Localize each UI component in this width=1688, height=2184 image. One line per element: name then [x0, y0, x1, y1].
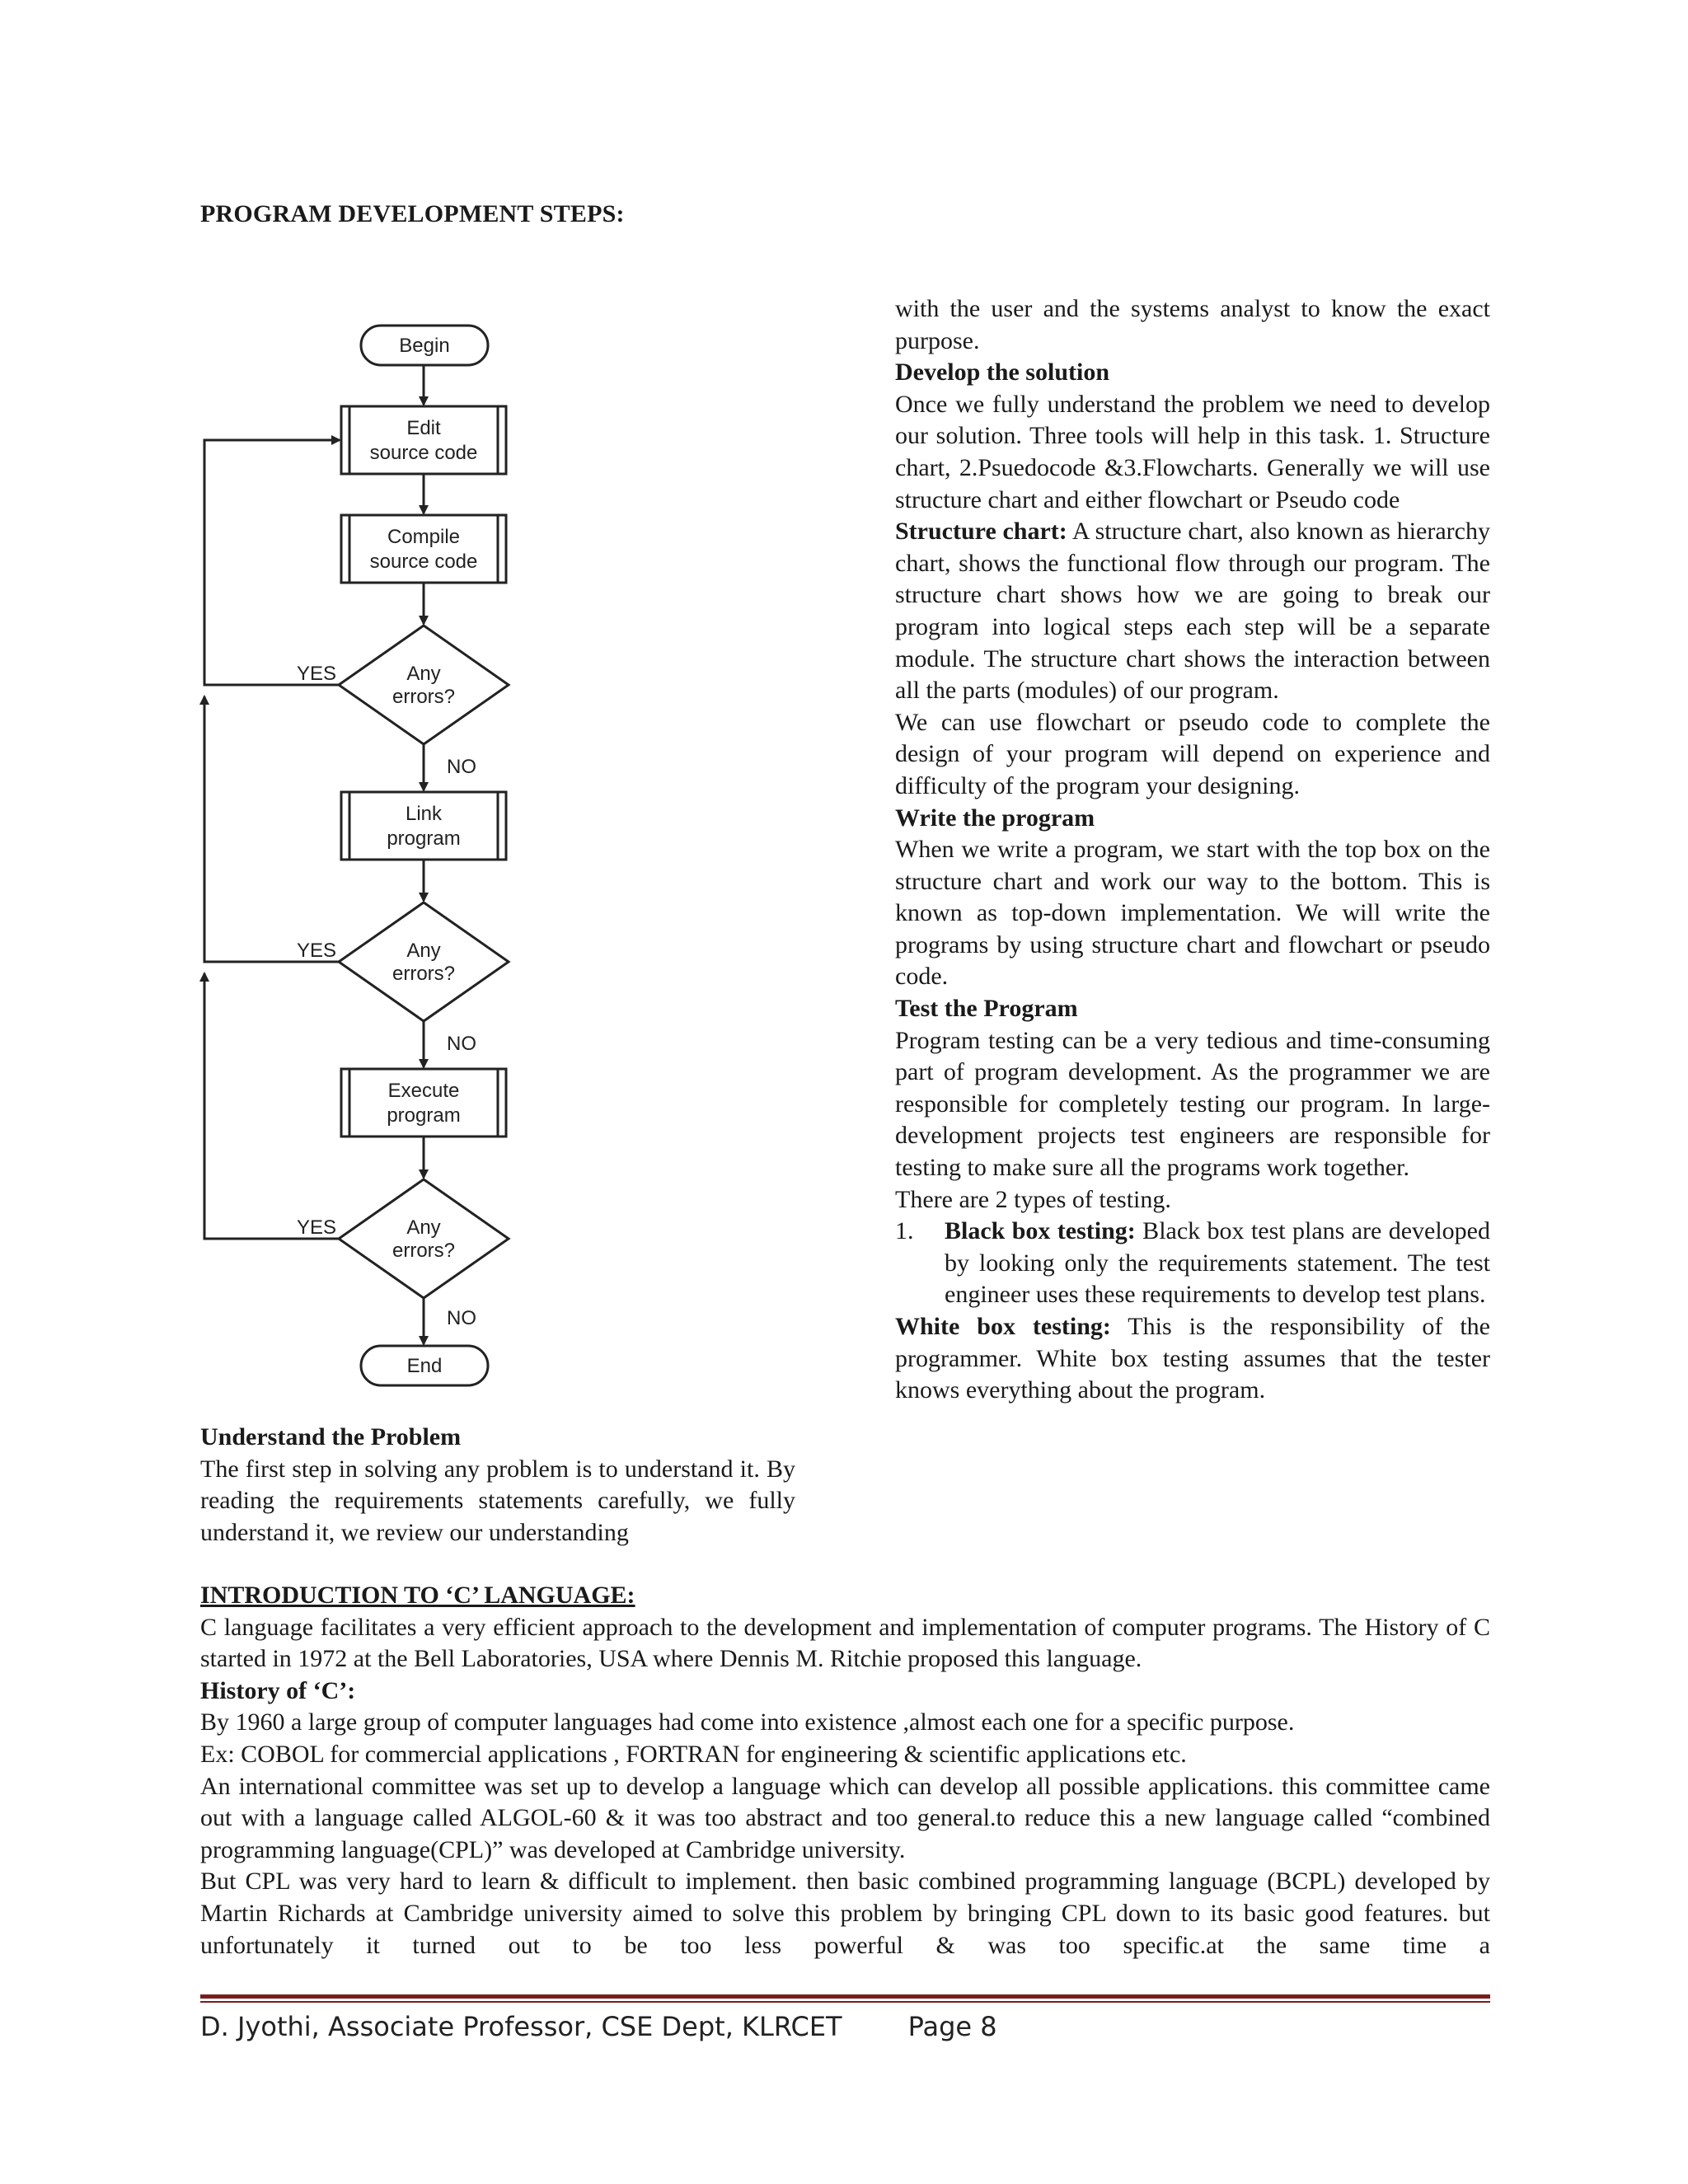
flow-decision-2-label-2: errors? — [392, 963, 456, 985]
program-development-flowchart — [190, 317, 536, 1401]
flow-no-label-3: NO — [447, 1307, 476, 1329]
flow-decision-1-label-1: Any — [406, 663, 441, 685]
flow-decision-1 — [339, 626, 509, 744]
footer-rule-thin — [200, 2001, 1490, 2003]
intro-paragraph-2: By 1960 a large group of computer languages had come into existence ,almost each one for a specific purpose. — [200, 1708, 1295, 1736]
intro-section — [200, 1580, 1490, 1961]
structure-chart-text: A structure chart, also known as hierarchy chart, shows the functional flow through our program. The structure chart shows how we are going to break our program into logical steps each step will be a separate module. The structure chart shows the interaction between all the parts (modules) of our program. — [895, 518, 1490, 705]
intro-paragraph-4: An international committee was set up to develop a language which can develop all possible applications. this committee came out with a language called ALGOL-60 & it was too abstract and too general.to reduce this a new language called “combined programming language(CPL)” was developed at Cambridge university. — [200, 1772, 1490, 1863]
right-column — [895, 293, 1490, 1407]
left-column — [200, 1422, 795, 1549]
flow-link-label-2: program — [387, 827, 461, 850]
intro-paragraph-5: But CPL was very hard to learn & difficult to implement. then basic combined programming language (BCPL) developed by Martin Richards at Cambridge university aimed to solve this problem by bringing CPL down to its basic good features. but unfortunately it turned out to be too less powerful & was too specific.at the same time a — [200, 1868, 1490, 1959]
flow-decision-2-label-1: Any — [406, 940, 441, 962]
flow-execute-label-1: Execute — [387, 1080, 460, 1102]
develop-text: Once we fully understand the problem we need to develop our solution. Three tools will help in this task. 1. Structure chart, 2.Psuedocode &3.Flowcharts. Generally we will use structure chart and either flowchart or Pseudo code — [895, 390, 1490, 513]
footer-rule-thick — [200, 1994, 1490, 1999]
flow-yes-label-3: YES — [297, 1216, 337, 1239]
page-heading: PROGRAM DEVELOPMENT STEPS: — [200, 200, 625, 227]
flow-no-label-2: NO — [447, 1033, 476, 1055]
white-box-label: White box testing: — [895, 1313, 1111, 1340]
test-title: Test the Program — [895, 995, 1078, 1023]
structure-chart-paragraph — [895, 516, 1490, 707]
flow-execute-label-2: program — [387, 1104, 461, 1127]
history-title: History of ‘C’: — [200, 1676, 356, 1704]
structure-chart-label: Structure chart: — [895, 518, 1067, 546]
list-number: 1. — [895, 1217, 914, 1245]
black-box-text: Black box test plans are developed by looking only the requirements statement. The test engineer uses these requirements to develop test plans. — [945, 1217, 1490, 1309]
understand-continuation: with the user and the systems analyst to know the exact purpose. — [895, 295, 1490, 354]
flow-link-label-1: Link — [405, 803, 443, 825]
flow-edit-label-2: source code — [369, 442, 478, 464]
black-box-list-item — [895, 1216, 1490, 1311]
intro-paragraph-3: Ex: COBOL for commercial applications , FORTRAN for engineering & scientific applications etc. — [200, 1740, 1187, 1768]
white-box-paragraph — [895, 1311, 1490, 1407]
flow-decision-2 — [339, 902, 509, 1021]
footer-author: D. Jyothi, Associate Professor, CSE Dept, KLRCET — [200, 2011, 842, 2042]
flow-decision-3 — [339, 1179, 509, 1298]
intro-title: INTRODUCTION TO ‘C’ LANGUAGE: — [200, 1582, 635, 1609]
flow-decision-3-label-2: errors? — [392, 1240, 456, 1262]
flow-decision-1-label-2: errors? — [392, 686, 456, 708]
footer-page-number: Page 8 — [907, 2011, 997, 2042]
page-footer — [200, 2011, 997, 2042]
develop-title: Develop the solution — [895, 359, 1110, 387]
test-text: Program testing can be a very tedious and time-consuming part of program development. As the programmer we are responsible for completely testing our program. In large- development projects test engineers are responsible for testing to make sure all the programs work together. — [895, 1026, 1490, 1182]
flow-edit-label-1: Edit — [406, 417, 441, 439]
flow-yes-label-2: YES — [297, 940, 337, 962]
flow-compile-label-2: source code — [369, 551, 478, 573]
intro-paragraph-1: C language facilitates a very efficient approach to the development and implementation of computer programs. The History of C started in 1972 at the Bell Laboratories, USA where Dennis M. Ritchie proposed this language. — [200, 1613, 1490, 1673]
testing-types-text: There are 2 types of testing. — [895, 1185, 1171, 1213]
flow-end-label: End — [406, 1355, 443, 1377]
flow-decision-3-label-1: Any — [406, 1216, 441, 1239]
flow-compile-label-1: Compile — [387, 526, 461, 548]
white-box-text: This is the responsibility of the programmer. White box testing assumes that the tester knows everything about the program. — [895, 1313, 1490, 1404]
flow-no-label-1: NO — [447, 756, 476, 778]
flowchart-text: We can use flowchart or pseudo code to complete the design of your program will depend on experience and difficulty of the program your designing. — [895, 708, 1490, 799]
black-box-label: Black box testing: — [945, 1217, 1136, 1245]
understand-title: Understand the Problem — [200, 1423, 462, 1451]
understand-text: The first step in solving any problem is to understand it. By reading the requirements statements carefully, we fully understand it, we review our understanding — [200, 1455, 795, 1546]
write-title: Write the program — [895, 804, 1095, 832]
flow-begin-label: Begin — [399, 335, 450, 357]
write-text: When we write a program, we start with the top box on the structure chart and work our way to the bottom. This is known as top-down implementation. We will write the programs by using structure chart and flowchart or pseudo code. — [895, 836, 1490, 991]
flow-yes-label-1: YES — [297, 663, 337, 685]
